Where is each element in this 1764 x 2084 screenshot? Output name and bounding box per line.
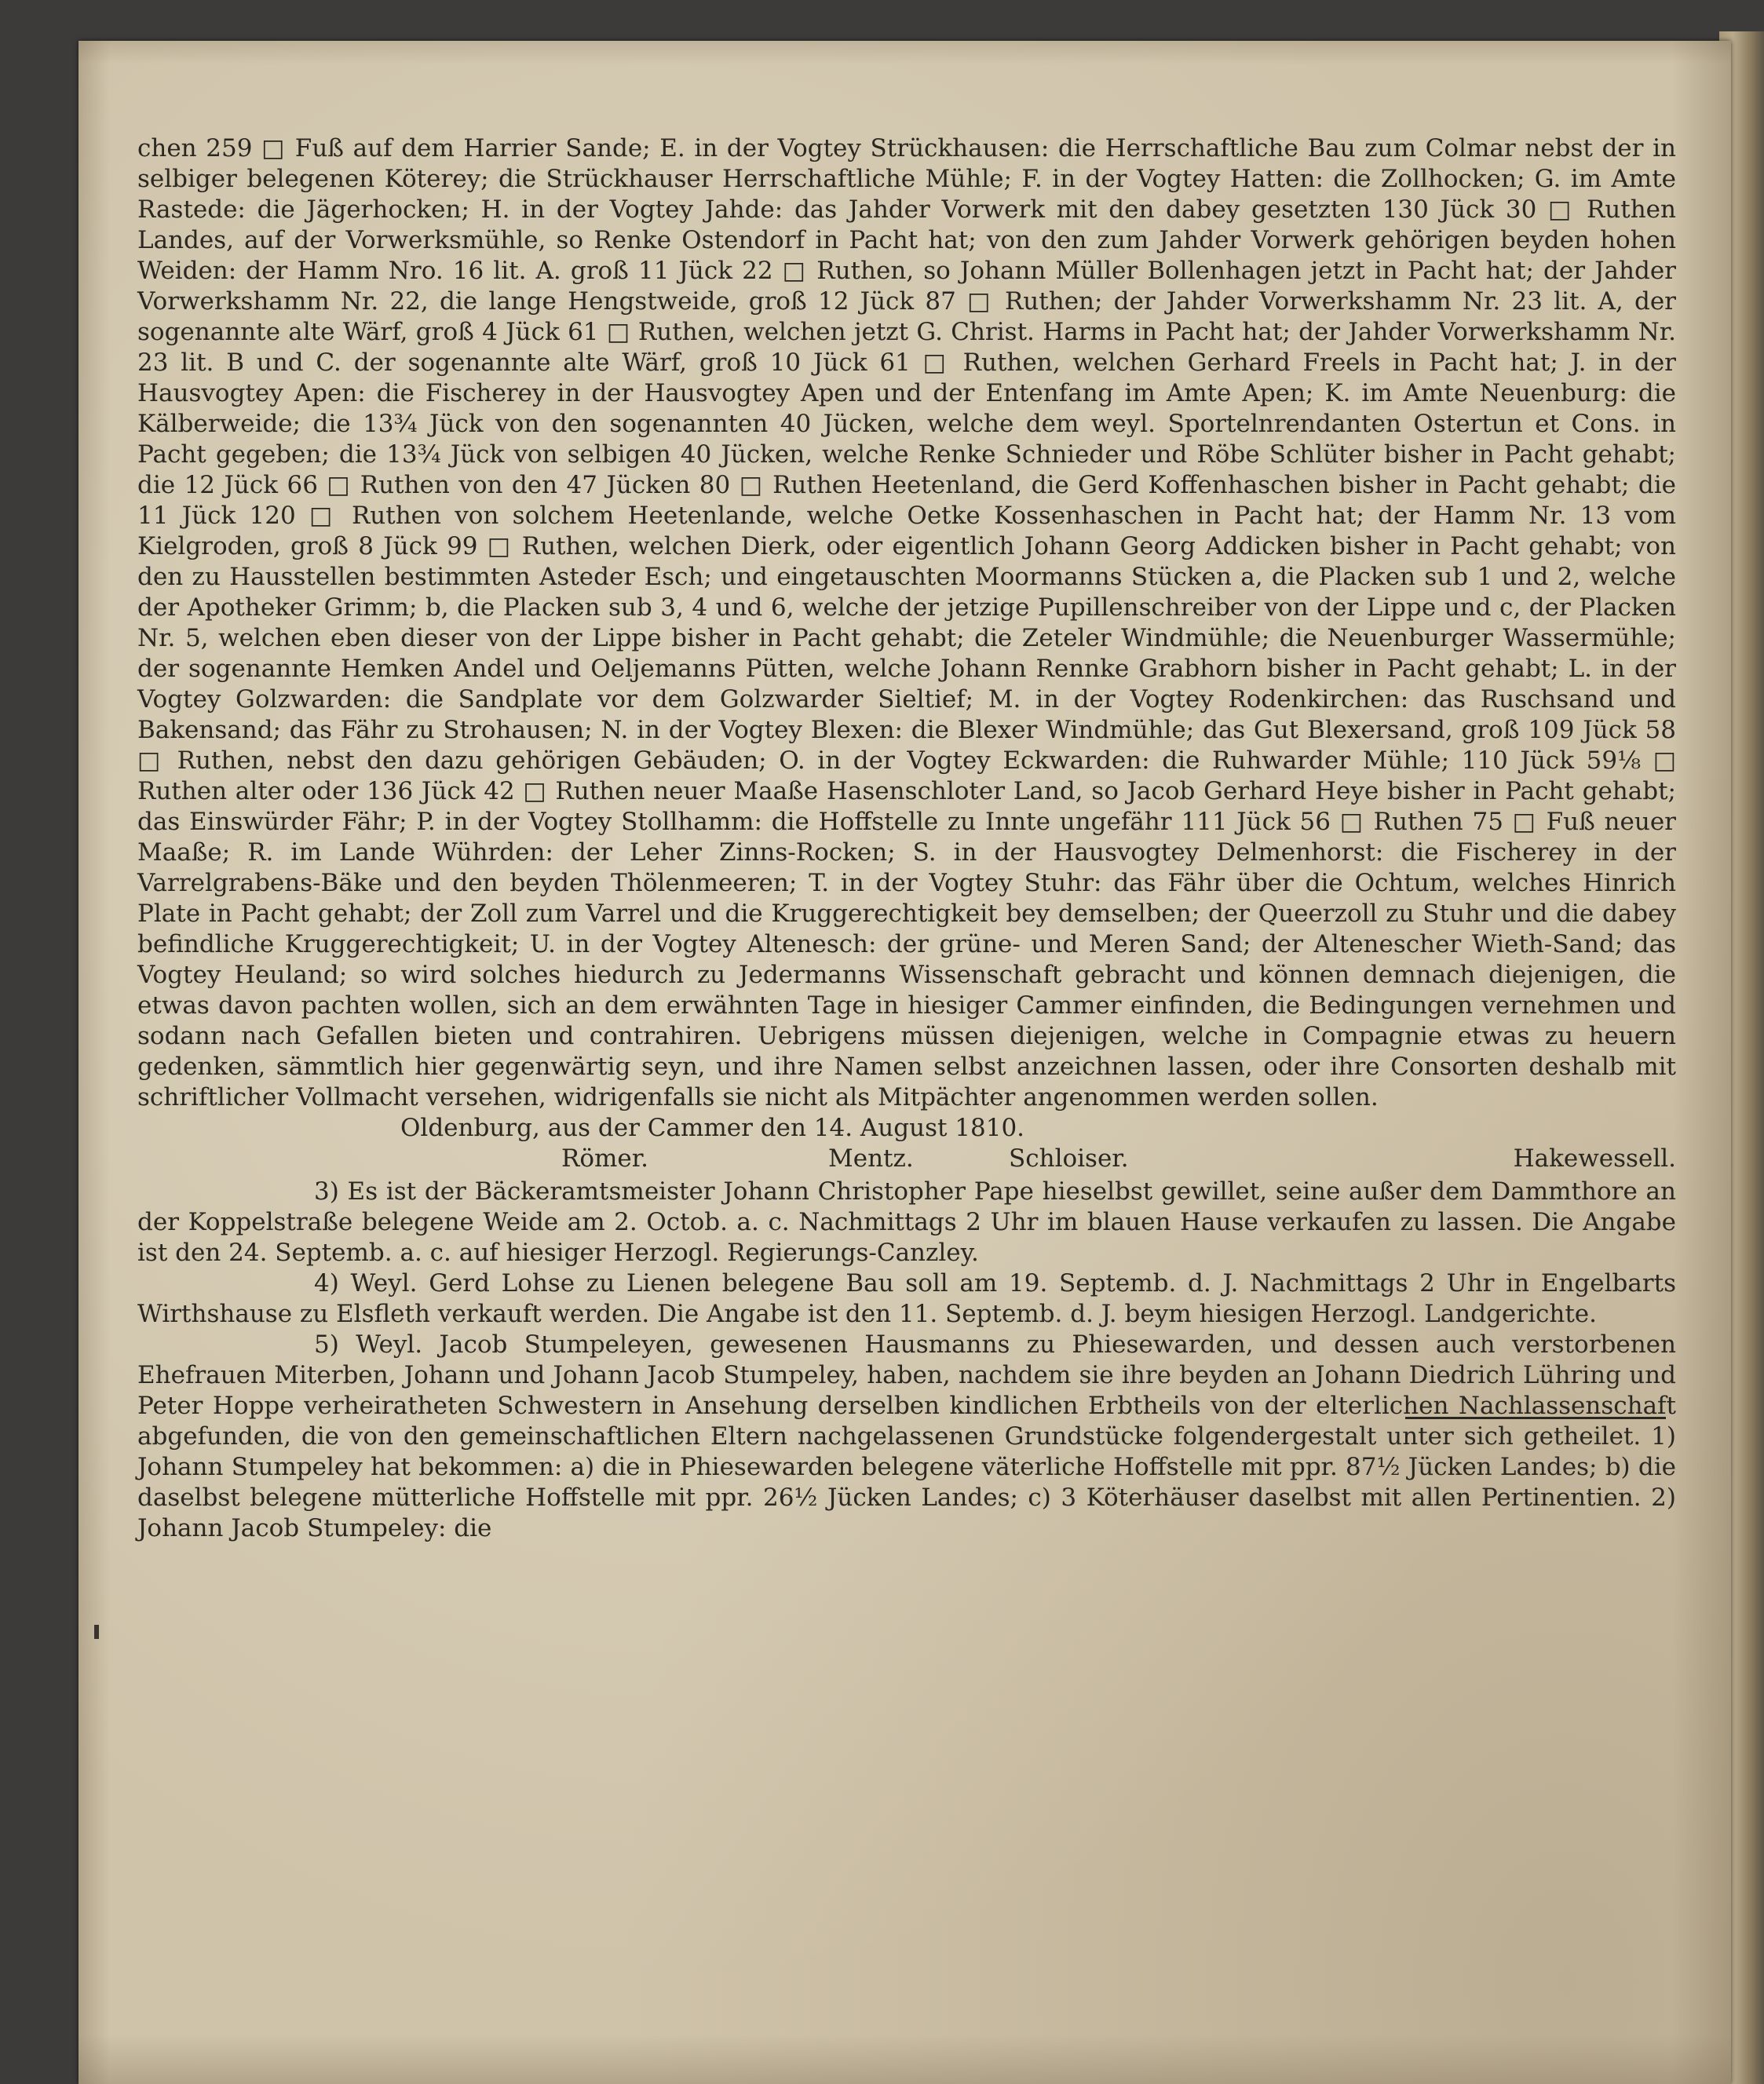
paragraph-lease-notice: chen 259 □ Fuß auf dem Harrier Sande; E. in der Vogtey Strückhausen: die Herrschaftliche Bau zum Colmar nebst der in selbiger belegenen Köterey; die Strückhauser Herrschaftliche Mühle; F. in der Vogtey Hatten: die Zollhocken; G. im Amte Rastede: die Jägerhocken; H. in der Vogtey Jahde: das Jahder Vorwerk mit den dabey gesetzten 130 Jück 30 □ Ruthen Landes, auf der Vorwerksmühle, so Renke Ostendorf in Pacht hat; von den zum Jahder Vorwerk gehörigen beyden hohen Weiden: der Hamm Nro. 16 lit. A. groß 11 Jück 22 □ Ruthen, so Johann Müller Bollenhagen jetzt in Pacht hat; der Jahder Vorwerkshamm Nr. 22, die lange Hengstweide, groß 12 Jück 87 □ Ruthen; der Jahder Vorwerkshamm Nr. 23 lit. A, der sogenannte alte Wärf, groß 4 Jück 61 □ Ruthen, welchen jetzt G. Christ. Harms in Pacht hat; der Jahder Vorwerkshamm Nr. 23 lit. B und C. der sogenannte alte Wärf, groß 10 Jück 61 □ Ruthen, welchen Gerhard Freels in Pacht hat; J. in der Hausvogtey Apen: die Fischerey in der Hausvogtey Apen und der Entenfang im Amte Apen; K. im Amte Neuenburg: die Kälberweide; die 13¾ Jück von den sogenannten 40 Jücken, welche dem weyl. Sportelnrendanten Ostertun et Cons. in Pacht gegeben; die 13¾ Jück von selbigen 40 Jücken, welche Renke Schnieder und Röbe Schlüter bisher in Pacht gehabt; die 12 Jück 66 □ Ruthen von den 47 Jücken 80 □ Ruthen Heetenland, die Gerd Koffenhaschen bisher in Pacht gehabt; die 11 Jück 120 □ Ruthen von solchem Heetenlande, welche Oetke Kossenhaschen in Pacht hat; der Hamm Nr. 13 vom Kielgroden, groß 8 Jück 99 □ Ruthen, welchen Dierk, oder eigentlich Johann Georg Addicken bisher in Pacht gehabt; von den zu Hausstellen bestimmten Asteder Esch; und eingetauschten Moormanns Stücken a, die Placken sub 1 und 2, welche der Apotheker Grimm; b, die Placken sub 3, 4 und 6, welche der jetzige Pupillenschreiber von der Lippe und c, der Placken Nr. 5, welchen eben dieser von der Lippe bisher in Pacht gehabt; die Zeteler Windmühle; die Neuenburger Wassermühle; der sogenannte Hemken Andel und Oeljemanns Pütten, welche Johann Rennke Grabhorn bisher in Pacht gehabt; L. in der Vogtey Golzwarden: die Sandplate vor dem Golzwarder Sieltief; M. in der Vogtey Rodenkirchen: das Ruschsand und Bakensand; das Fähr zu Strohausen; N. in der Vogtey Blexen: die Blexer Windmühle; das Gut Blexersand, groß 109 Jück 58 □ Ruthen, nebst den dazu gehörigen Gebäuden; O. in der Vogtey Eckwarden: die Ruhwarder Mühle; 110 Jück 59⅛ □ Ruthen alter oder 136 Jück 42 □ Ruthen neuer Maaße Hasenschloter Land, so Jacob Gerhard Heye bisher in Pacht gehabt; das Einswürder Fähr; P. in der Vogtey Stollhamm: die Hoffstelle zu Innte ungefähr 111 Jück 56 □ Ruthen 75 □ Fuß neuer Maaße; R. im Lande Wührden: der Leher Zinns-Rocken; S. in der Hausvogtey Delmenhorst: die Fischerey in der Varrelgrabens-Bäke und den beyden Thölenmeeren; T. in der Vogtey Stuhr: das Fähr über die Ochtum, welches Hinrich Plate in Pacht gehabt; der Zoll zum Varrel und die Kruggerechtigkeit bey demselben; der Queerzoll zu Stuhr und die dabey befindliche Kruggerechtigkeit; U. in der Vogtey Altenesch: der grüne- und Meren Sand; der Altenescher Wieth-Sand; das Vogtey Heuland; so wird solches hiedurch zu Jedermanns Wissenschaft gebracht und können demnach diejenigen, die etwas davon pachten wollen, sich an dem erwähnten Tage in hiesiger Cammer einfinden, die Bedingungen vernehmen und sodann nach Gefallen bieten und contrahiren. Uebrigens müssen diejenigen, welche in Compagnie etwas zu heuern gedenken, sämmtlich hier gegenwärtig seyn, und ihre Namen selbst anzeichnen lassen, oder ihre Consorten deshalb mit schriftlicher Vollmacht versehen, widrigenfalls sie nicht als Mitpächter angenommen werden sollen. bbox=[137, 134, 1676, 1111]
signer-schloiser: Schloiser. bbox=[1009, 1144, 1129, 1173]
paragraph-3: 3) Es ist der Bäckeramtsmeister Johann Christopher Pape hieselbst gewillet, seine außer dem Dammthore an der Koppelstraße belegene Weide am 2. Octob. a. c. Nachmittags 2 Uhr im blauen Hause verkaufen zu lassen. Die Angabe ist den 24. Septemb. a. c. auf hiesiger Herzogl. Regierungs-Canzley. bbox=[137, 1177, 1676, 1267]
signer-hakewessell: Hakewessell. bbox=[1513, 1144, 1676, 1173]
place-date: Oldenburg, aus der Cammer den 14. August 1810. bbox=[400, 1114, 1025, 1142]
ink-mark bbox=[94, 1625, 99, 1639]
paragraph-5: 5) Weyl. Jacob Stumpeleyen, gewesenen Hausmanns zu Phiesewarden, und dessen auch verstorbenen Ehefrauen Miterben, Johann und Johann Jacob Stumpeley, haben, nachdem sie ihre beyden an Johann Diedrich Lühring und Peter Hoppe verheiratheten Schwestern in Ansehung derselben kindlichen Erbtheils von der elterlichen Nachlassenschaft abgefunden, die von den gemeinschaftlichen Eltern nachgelassenen Grundstücke folgendergestalt unter sich getheilet. 1) Johann Stumpeley hat bekommen: a) die in Phiesewarden belegene väterliche Hoffstelle mit ppr. 87½ Jücken Landes; b) die daselbst belegene mütterliche Hoffstelle mit ppr. 26½ Jücken Landes; c) 3 Köterhäuser daselbst mit allen Pertinentien. 2) Johann Jacob Stumpeley: die bbox=[137, 1330, 1676, 1542]
signatures bbox=[137, 1144, 1676, 1177]
signer-mentz: Mentz. bbox=[828, 1144, 914, 1173]
document-text bbox=[137, 133, 1676, 1544]
paragraph-4: 4) Weyl. Gerd Lohse zu Lienen belegene Bau soll am 19. Septemb. d. J. Nachmittags 2 Uhr in Engelbarts Wirthshause zu Elsfleth verkauft werden. Die Angabe ist den 11. Septemb. d. J. beym hiesigen Herzogl. Landgerichte. bbox=[137, 1269, 1676, 1328]
signer-roemer: Römer. bbox=[561, 1144, 649, 1173]
